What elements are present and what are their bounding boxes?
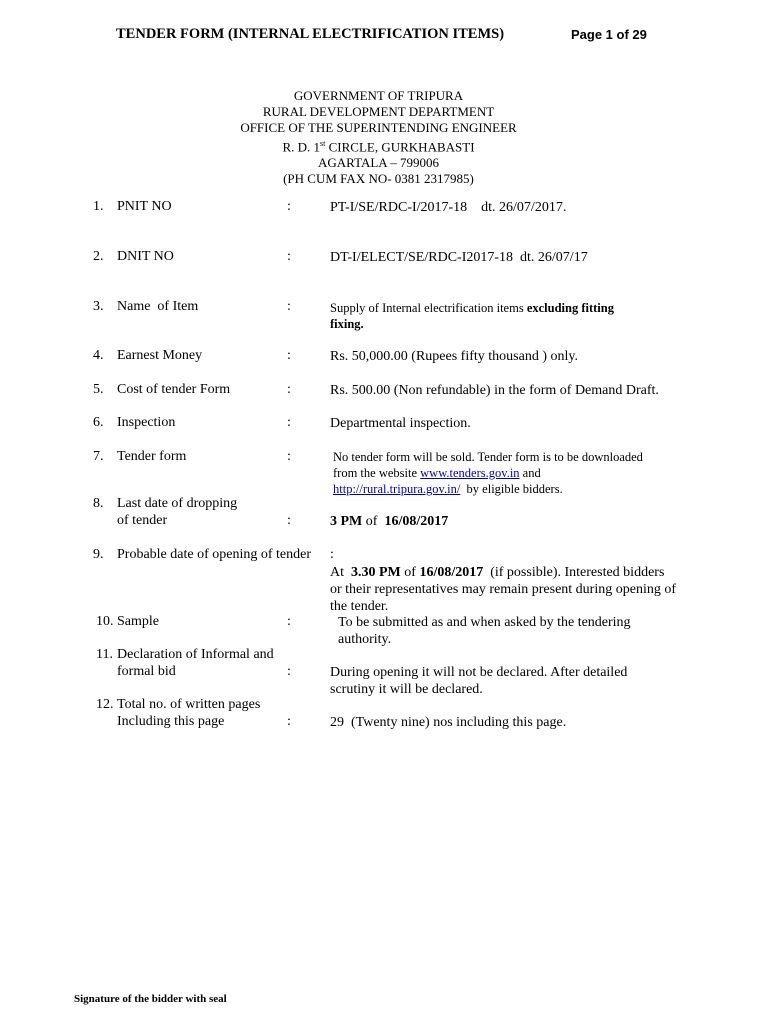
item-label: Total no. of written pages — [117, 697, 261, 712]
office-line: RURAL DEVELOPMENT DEPARTMENT — [262, 104, 495, 119]
rural-tripura-link[interactable]: http://rural.tripura.gov.in/ — [333, 482, 461, 496]
value-line — [333, 481, 673, 497]
office-line-part: CIRCLE, GURKHABASTI — [325, 139, 475, 155]
value-line: authority. — [338, 632, 392, 647]
colon: : — [287, 299, 291, 314]
item-value: Rs. 50,000.00 (Rupees fifty thousand ) only. — [330, 349, 578, 364]
value-line — [333, 465, 673, 481]
value-line — [330, 564, 700, 581]
value-line: No tender form will be sold. Tender form is to be downloaded — [333, 450, 643, 464]
item-value: 29 (Twenty nine) nos including this page. — [330, 715, 567, 730]
item-label: Cost of tender Form — [117, 382, 231, 397]
value-line: scrutiny it will be declared. — [330, 682, 483, 697]
value-text: by eligible bidders. — [460, 482, 563, 496]
item-value: Departmental inspection. — [330, 416, 471, 431]
office-line: AGARTALA – 799006 — [318, 155, 439, 171]
item-label: Earnest Money — [117, 348, 203, 363]
office-line — [0, 136, 757, 155]
value-bold: 16/08/2017 — [419, 565, 484, 580]
value-line: the tender. — [330, 599, 389, 614]
item-label: Probable date of opening of tender — [117, 547, 311, 562]
value-bold: 3 PM — [330, 514, 363, 529]
value-text: At — [330, 565, 351, 580]
item-number: 1. — [93, 199, 104, 214]
tenders-website-link[interactable]: www.tenders.gov.in — [420, 466, 520, 480]
office-line: (PH CUM FAX NO- 0381 2317985) — [283, 171, 474, 187]
item-value: Rs. 500.00 (Non refundable) in the form of Demand Draft. — [330, 383, 659, 398]
item-value — [338, 614, 678, 648]
item-number: 7. — [93, 449, 104, 464]
item-number: 11. — [96, 647, 113, 662]
item-label: Declaration of Informal and — [117, 647, 274, 662]
colon: : — [287, 382, 291, 397]
colon: : — [287, 513, 291, 528]
value-text: of — [400, 565, 420, 580]
item-value — [333, 449, 673, 497]
page-number: Page 1 of 29 — [571, 27, 647, 42]
item-label: Inspection — [117, 415, 176, 430]
item-number: 5. — [93, 382, 104, 397]
value-text: from the website — [333, 466, 421, 480]
colon: : — [287, 199, 291, 214]
document-title: TENDER FORM (INTERNAL ELECTRIFICATION ITEMS) — [116, 26, 505, 42]
item-label: Sample — [117, 614, 159, 629]
item-value — [330, 564, 700, 615]
item-label: formal bid — [117, 664, 176, 679]
colon: : — [287, 614, 291, 629]
office-line: OFFICE OF THE SUPERINTENDING ENGINEER — [240, 120, 517, 135]
office-line-part: R. D. 1 — [282, 139, 321, 155]
colon: : — [287, 348, 291, 363]
item-label: Last date of dropping — [117, 496, 238, 511]
value-text: and — [519, 466, 541, 480]
item-label: DNIT NO — [117, 249, 174, 264]
value-line: To be submitted as and when asked by the tendering — [338, 615, 631, 630]
office-line: GOVERNMENT OF TRIPURA — [293, 88, 464, 103]
value-line: or their representatives may remain present during opening of — [330, 582, 676, 597]
item-value: DT-I/ELECT/SE/RDC-I2017-18 dt. 26/07/17 — [330, 250, 588, 265]
signature-caption: Signature of the bidder with seal — [74, 993, 227, 1005]
item-number: 6. — [93, 415, 104, 430]
value-bold: fixing. — [330, 317, 364, 331]
item-label: of tender — [117, 513, 168, 528]
item-number: 8. — [93, 496, 104, 511]
item-number: 4. — [93, 348, 104, 363]
value-text: (if possible). Interested bidders — [483, 565, 665, 580]
item-value — [330, 300, 650, 332]
superscript: st — [320, 139, 326, 148]
colon: : — [287, 415, 291, 430]
item-label: Including this page — [117, 714, 225, 729]
item-value — [330, 664, 670, 698]
value-text: Supply of Internal electrification items — [330, 301, 527, 315]
value-bold: excluding fitting — [526, 301, 614, 315]
item-label: PNIT NO — [117, 199, 172, 214]
item-number: 9. — [93, 547, 104, 562]
colon: : — [330, 547, 334, 562]
item-number: 3. — [93, 299, 104, 314]
value-bold: 16/08/2017 — [384, 514, 449, 529]
item-number: 10. — [96, 614, 114, 629]
item-number: 2. — [93, 249, 104, 264]
item-number: 12. — [96, 697, 114, 712]
colon: : — [287, 714, 291, 729]
item-label: Tender form — [117, 449, 187, 464]
colon: : — [287, 249, 291, 264]
item-label: Name of Item — [117, 299, 199, 314]
value-bold: 3.30 PM — [351, 565, 401, 580]
item-value — [330, 513, 448, 530]
office-address-block — [0, 88, 757, 187]
colon: : — [287, 449, 291, 464]
value-line: During opening it will not be declared. After detailed — [330, 665, 628, 680]
colon: : — [287, 664, 291, 679]
item-value: PT-I/SE/RDC-I/2017-18 dt. 26/07/2017. — [330, 200, 567, 215]
value-text: of — [362, 514, 385, 529]
